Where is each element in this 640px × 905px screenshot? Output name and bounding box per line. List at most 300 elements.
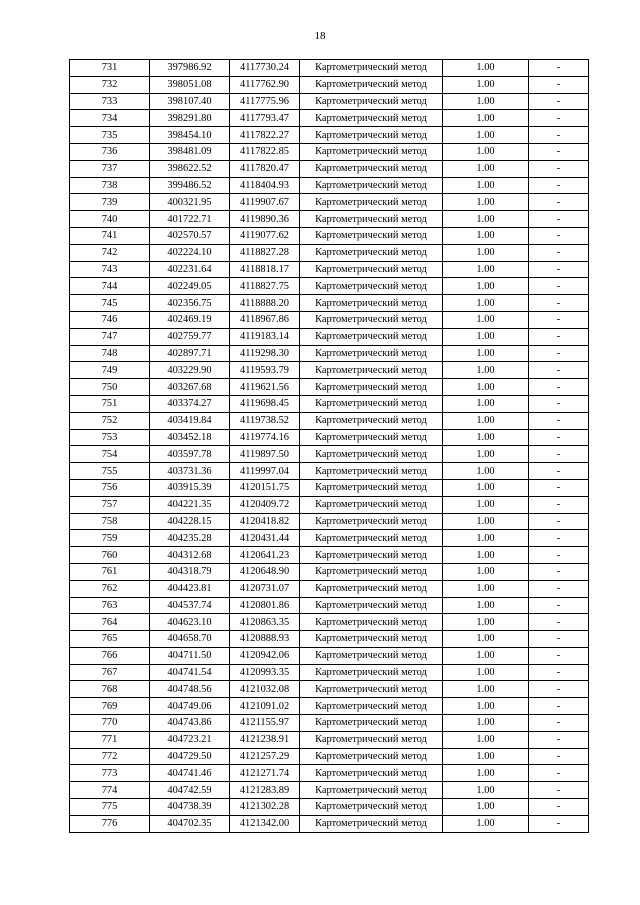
method-cell: Картометрический метод — [300, 580, 443, 597]
method-cell: Картометрический метод — [300, 765, 443, 782]
y-coordinate-cell: 4121257.29 — [230, 748, 300, 765]
page-number: 18 — [314, 30, 326, 42]
table-row — [70, 143, 589, 160]
x-coordinate-cell: 403229.90 — [150, 362, 230, 379]
table-row — [70, 127, 589, 144]
table-row — [70, 211, 589, 228]
accuracy-cell: 1.00 — [443, 295, 529, 312]
x-coordinate-cell: 404228.15 — [150, 513, 230, 530]
accuracy-cell: 1.00 — [443, 799, 529, 816]
table-row — [70, 177, 589, 194]
accuracy-cell: 1.00 — [443, 362, 529, 379]
description-cell: - — [529, 362, 589, 379]
point-number-cell: 761 — [70, 563, 150, 580]
accuracy-cell: 1.00 — [443, 328, 529, 345]
point-number-cell: 770 — [70, 715, 150, 732]
description-cell: - — [529, 614, 589, 631]
description-cell: - — [529, 76, 589, 93]
description-cell: - — [529, 379, 589, 396]
point-number-cell: 735 — [70, 127, 150, 144]
table-row — [70, 412, 589, 429]
point-number-cell: 763 — [70, 597, 150, 614]
table-row — [70, 244, 589, 261]
method-cell: Картометрический метод — [300, 143, 443, 160]
table-row — [70, 631, 589, 648]
accuracy-cell: 1.00 — [443, 681, 529, 698]
x-coordinate-cell: 404748.56 — [150, 681, 230, 698]
table-row — [70, 748, 589, 765]
method-cell: Картометрический метод — [300, 446, 443, 463]
table-row — [70, 647, 589, 664]
method-cell: Картометрический метод — [300, 647, 443, 664]
description-cell: - — [529, 244, 589, 261]
y-coordinate-cell: 4119298.30 — [230, 345, 300, 362]
x-coordinate-cell: 398107.40 — [150, 93, 230, 110]
x-coordinate-cell: 404235.28 — [150, 530, 230, 547]
table-row — [70, 328, 589, 345]
method-cell: Картометрический метод — [300, 563, 443, 580]
table-row — [70, 345, 589, 362]
table-row — [70, 496, 589, 513]
accuracy-cell: 1.00 — [443, 647, 529, 664]
accuracy-cell: 1.00 — [443, 496, 529, 513]
description-cell: - — [529, 715, 589, 732]
accuracy-cell: 1.00 — [443, 261, 529, 278]
table-row — [70, 395, 589, 412]
accuracy-cell: 1.00 — [443, 547, 529, 564]
point-number-cell: 774 — [70, 782, 150, 799]
method-cell: Картометрический метод — [300, 261, 443, 278]
accuracy-cell: 1.00 — [443, 715, 529, 732]
point-number-cell: 772 — [70, 748, 150, 765]
method-cell: Картометрический метод — [300, 496, 443, 513]
x-coordinate-cell: 404318.79 — [150, 563, 230, 580]
accuracy-cell: 1.00 — [443, 563, 529, 580]
y-coordinate-cell: 4119774.16 — [230, 429, 300, 446]
y-coordinate-cell: 4118827.28 — [230, 244, 300, 261]
description-cell: - — [529, 278, 589, 295]
accuracy-cell: 1.00 — [443, 614, 529, 631]
accuracy-cell: 1.00 — [443, 731, 529, 748]
description-cell: - — [529, 748, 589, 765]
description-cell: - — [529, 160, 589, 177]
accuracy-cell: 1.00 — [443, 160, 529, 177]
y-coordinate-cell: 4119698.45 — [230, 395, 300, 412]
method-cell: Картометрический метод — [300, 681, 443, 698]
table-row — [70, 664, 589, 681]
description-cell: - — [529, 60, 589, 77]
x-coordinate-cell: 403731.36 — [150, 463, 230, 480]
point-number-cell: 762 — [70, 580, 150, 597]
description-cell: - — [529, 412, 589, 429]
x-coordinate-cell: 402759.77 — [150, 328, 230, 345]
method-cell: Картометрический метод — [300, 328, 443, 345]
x-coordinate-cell: 404742.59 — [150, 782, 230, 799]
table-row — [70, 362, 589, 379]
y-coordinate-cell: 4118827.75 — [230, 278, 300, 295]
accuracy-cell: 1.00 — [443, 311, 529, 328]
x-coordinate-cell: 404711.50 — [150, 647, 230, 664]
x-coordinate-cell: 404741.54 — [150, 664, 230, 681]
y-coordinate-cell: 4119897.50 — [230, 446, 300, 463]
table-row — [70, 530, 589, 547]
method-cell: Картометрический метод — [300, 227, 443, 244]
x-coordinate-cell: 401722.71 — [150, 211, 230, 228]
y-coordinate-cell: 4120993.35 — [230, 664, 300, 681]
description-cell: - — [529, 261, 589, 278]
y-coordinate-cell: 4119997.04 — [230, 463, 300, 480]
y-coordinate-cell: 4117762.90 — [230, 76, 300, 93]
method-cell: Картометрический метод — [300, 295, 443, 312]
y-coordinate-cell: 4118818.17 — [230, 261, 300, 278]
x-coordinate-cell: 402356.75 — [150, 295, 230, 312]
x-coordinate-cell: 398622.52 — [150, 160, 230, 177]
y-coordinate-cell: 4117820.47 — [230, 160, 300, 177]
y-coordinate-cell: 4117730.24 — [230, 60, 300, 77]
y-coordinate-cell: 4117793.47 — [230, 110, 300, 127]
point-number-cell: 750 — [70, 379, 150, 396]
x-coordinate-cell: 403267.68 — [150, 379, 230, 396]
accuracy-cell: 1.00 — [443, 93, 529, 110]
table-row — [70, 597, 589, 614]
y-coordinate-cell: 4119890.36 — [230, 211, 300, 228]
description-cell: - — [529, 127, 589, 144]
point-number-cell: 758 — [70, 513, 150, 530]
method-cell: Картометрический метод — [300, 412, 443, 429]
y-coordinate-cell: 4119077.62 — [230, 227, 300, 244]
x-coordinate-cell: 404743.86 — [150, 715, 230, 732]
y-coordinate-cell: 4121271.74 — [230, 765, 300, 782]
description-cell: - — [529, 496, 589, 513]
method-cell: Картометрический метод — [300, 698, 443, 715]
table-row — [70, 60, 589, 77]
accuracy-cell: 1.00 — [443, 194, 529, 211]
method-cell: Картометрический метод — [300, 244, 443, 261]
method-cell: Картометрический метод — [300, 631, 443, 648]
x-coordinate-cell: 403452.18 — [150, 429, 230, 446]
y-coordinate-cell: 4117822.85 — [230, 143, 300, 160]
coordinates-table — [69, 59, 589, 833]
x-coordinate-cell: 403419.84 — [150, 412, 230, 429]
y-coordinate-cell: 4118404.93 — [230, 177, 300, 194]
table-row — [70, 765, 589, 782]
y-coordinate-cell: 4121302.28 — [230, 799, 300, 816]
table-row — [70, 93, 589, 110]
y-coordinate-cell: 4120151.75 — [230, 479, 300, 496]
table-row — [70, 446, 589, 463]
point-number-cell: 748 — [70, 345, 150, 362]
table-row — [70, 782, 589, 799]
description-cell: - — [529, 580, 589, 597]
table-row — [70, 698, 589, 715]
point-number-cell: 753 — [70, 429, 150, 446]
x-coordinate-cell: 397986.92 — [150, 60, 230, 77]
point-number-cell: 749 — [70, 362, 150, 379]
table-row — [70, 311, 589, 328]
point-number-cell: 737 — [70, 160, 150, 177]
description-cell: - — [529, 110, 589, 127]
description-cell: - — [529, 395, 589, 412]
accuracy-cell: 1.00 — [443, 631, 529, 648]
x-coordinate-cell: 399486.52 — [150, 177, 230, 194]
point-number-cell: 740 — [70, 211, 150, 228]
description-cell: - — [529, 177, 589, 194]
description-cell: - — [529, 463, 589, 480]
x-coordinate-cell: 404741.46 — [150, 765, 230, 782]
point-number-cell: 731 — [70, 60, 150, 77]
accuracy-cell: 1.00 — [443, 782, 529, 799]
x-coordinate-cell: 404723.21 — [150, 731, 230, 748]
y-coordinate-cell: 4120648.90 — [230, 563, 300, 580]
table-row — [70, 731, 589, 748]
table-row — [70, 278, 589, 295]
table-row — [70, 681, 589, 698]
description-cell: - — [529, 194, 589, 211]
x-coordinate-cell: 404423.81 — [150, 580, 230, 597]
method-cell: Картометрический метод — [300, 160, 443, 177]
x-coordinate-cell: 398051.08 — [150, 76, 230, 93]
point-number-cell: 752 — [70, 412, 150, 429]
method-cell: Картометрический метод — [300, 379, 443, 396]
description-cell: - — [529, 698, 589, 715]
table-row — [70, 429, 589, 446]
x-coordinate-cell: 404702.35 — [150, 815, 230, 832]
method-cell: Картометрический метод — [300, 530, 443, 547]
accuracy-cell: 1.00 — [443, 143, 529, 160]
point-number-cell: 776 — [70, 815, 150, 832]
point-number-cell: 745 — [70, 295, 150, 312]
point-number-cell: 767 — [70, 664, 150, 681]
point-number-cell: 768 — [70, 681, 150, 698]
description-cell: - — [529, 765, 589, 782]
description-cell: - — [529, 311, 589, 328]
table-row — [70, 614, 589, 631]
point-number-cell: 764 — [70, 614, 150, 631]
point-number-cell: 757 — [70, 496, 150, 513]
accuracy-cell: 1.00 — [443, 513, 529, 530]
table-row — [70, 563, 589, 580]
point-number-cell: 755 — [70, 463, 150, 480]
y-coordinate-cell: 4120888.93 — [230, 631, 300, 648]
y-coordinate-cell: 4119738.52 — [230, 412, 300, 429]
y-coordinate-cell: 4121155.97 — [230, 715, 300, 732]
y-coordinate-cell: 4120731.07 — [230, 580, 300, 597]
y-coordinate-cell: 4121032.08 — [230, 681, 300, 698]
point-number-cell: 771 — [70, 731, 150, 748]
table-row — [70, 580, 589, 597]
method-cell: Картометрический метод — [300, 93, 443, 110]
x-coordinate-cell: 404312.68 — [150, 547, 230, 564]
description-cell: - — [529, 815, 589, 832]
x-coordinate-cell: 403597.78 — [150, 446, 230, 463]
description-cell: - — [529, 446, 589, 463]
method-cell: Картометрический метод — [300, 547, 443, 564]
table-row — [70, 194, 589, 211]
y-coordinate-cell: 4120409.72 — [230, 496, 300, 513]
method-cell: Картометрический метод — [300, 110, 443, 127]
method-cell: Картометрический метод — [300, 513, 443, 530]
description-cell: - — [529, 563, 589, 580]
description-cell: - — [529, 664, 589, 681]
description-cell: - — [529, 513, 589, 530]
x-coordinate-cell: 403915.39 — [150, 479, 230, 496]
accuracy-cell: 1.00 — [443, 379, 529, 396]
method-cell: Картометрический метод — [300, 463, 443, 480]
y-coordinate-cell: 4120418.82 — [230, 513, 300, 530]
point-number-cell: 741 — [70, 227, 150, 244]
x-coordinate-cell: 404623.10 — [150, 614, 230, 631]
accuracy-cell: 1.00 — [443, 463, 529, 480]
accuracy-cell: 1.00 — [443, 698, 529, 715]
x-coordinate-cell: 398481.09 — [150, 143, 230, 160]
method-cell: Картометрический метод — [300, 479, 443, 496]
description-cell: - — [529, 799, 589, 816]
point-number-cell: 773 — [70, 765, 150, 782]
description-cell: - — [529, 647, 589, 664]
point-number-cell: 746 — [70, 311, 150, 328]
accuracy-cell: 1.00 — [443, 110, 529, 127]
x-coordinate-cell: 400321.95 — [150, 194, 230, 211]
description-cell: - — [529, 93, 589, 110]
accuracy-cell: 1.00 — [443, 177, 529, 194]
x-coordinate-cell: 404221.35 — [150, 496, 230, 513]
point-number-cell: 747 — [70, 328, 150, 345]
method-cell: Картометрический метод — [300, 748, 443, 765]
method-cell: Картометрический метод — [300, 597, 443, 614]
point-number-cell: 769 — [70, 698, 150, 715]
y-coordinate-cell: 4121238.91 — [230, 731, 300, 748]
point-number-cell: 751 — [70, 395, 150, 412]
method-cell: Картометрический метод — [300, 345, 443, 362]
y-coordinate-cell: 4119183.14 — [230, 328, 300, 345]
accuracy-cell: 1.00 — [443, 815, 529, 832]
accuracy-cell: 1.00 — [443, 580, 529, 597]
method-cell: Картометрический метод — [300, 177, 443, 194]
x-coordinate-cell: 402224.10 — [150, 244, 230, 261]
x-coordinate-cell: 404537.74 — [150, 597, 230, 614]
description-cell: - — [529, 227, 589, 244]
y-coordinate-cell: 4120641.23 — [230, 547, 300, 564]
x-coordinate-cell: 402249.05 — [150, 278, 230, 295]
accuracy-cell: 1.00 — [443, 244, 529, 261]
y-coordinate-cell: 4118888.20 — [230, 295, 300, 312]
accuracy-cell: 1.00 — [443, 395, 529, 412]
description-cell: - — [529, 429, 589, 446]
method-cell: Картометрический метод — [300, 664, 443, 681]
y-coordinate-cell: 4120863.35 — [230, 614, 300, 631]
y-coordinate-cell: 4120431.44 — [230, 530, 300, 547]
table-row — [70, 513, 589, 530]
accuracy-cell: 1.00 — [443, 60, 529, 77]
accuracy-cell: 1.00 — [443, 429, 529, 446]
accuracy-cell: 1.00 — [443, 76, 529, 93]
table-row — [70, 815, 589, 832]
x-coordinate-cell: 402897.71 — [150, 345, 230, 362]
table-row — [70, 799, 589, 816]
x-coordinate-cell: 403374.27 — [150, 395, 230, 412]
x-coordinate-cell: 402570.57 — [150, 227, 230, 244]
accuracy-cell: 1.00 — [443, 127, 529, 144]
x-coordinate-cell: 404738.39 — [150, 799, 230, 816]
accuracy-cell: 1.00 — [443, 278, 529, 295]
description-cell: - — [529, 782, 589, 799]
x-coordinate-cell: 398291.80 — [150, 110, 230, 127]
method-cell: Картометрический метод — [300, 362, 443, 379]
table-row — [70, 547, 589, 564]
point-number-cell: 734 — [70, 110, 150, 127]
method-cell: Картометрический метод — [300, 311, 443, 328]
description-cell: - — [529, 631, 589, 648]
point-number-cell: 756 — [70, 479, 150, 496]
y-coordinate-cell: 4119621.56 — [230, 379, 300, 396]
coordinates-table-body — [70, 60, 589, 833]
y-coordinate-cell: 4121091.02 — [230, 698, 300, 715]
table-row — [70, 463, 589, 480]
y-coordinate-cell: 4119907.67 — [230, 194, 300, 211]
point-number-cell: 759 — [70, 530, 150, 547]
y-coordinate-cell: 4117822.27 — [230, 127, 300, 144]
y-coordinate-cell: 4117775.96 — [230, 93, 300, 110]
method-cell: Картометрический метод — [300, 429, 443, 446]
method-cell: Картометрический метод — [300, 211, 443, 228]
point-number-cell: 738 — [70, 177, 150, 194]
table-row — [70, 261, 589, 278]
table-row — [70, 227, 589, 244]
method-cell: Картометрический метод — [300, 395, 443, 412]
table-row — [70, 110, 589, 127]
method-cell: Картометрический метод — [300, 278, 443, 295]
table-row — [70, 715, 589, 732]
point-number-cell: 736 — [70, 143, 150, 160]
y-coordinate-cell: 4121283.89 — [230, 782, 300, 799]
description-cell: - — [529, 479, 589, 496]
method-cell: Картометрический метод — [300, 194, 443, 211]
point-number-cell: 760 — [70, 547, 150, 564]
description-cell: - — [529, 530, 589, 547]
y-coordinate-cell: 4120801.86 — [230, 597, 300, 614]
table-row — [70, 160, 589, 177]
point-number-cell: 733 — [70, 93, 150, 110]
x-coordinate-cell: 404729.50 — [150, 748, 230, 765]
point-number-cell: 744 — [70, 278, 150, 295]
method-cell: Картометрический метод — [300, 715, 443, 732]
x-coordinate-cell: 402469.19 — [150, 311, 230, 328]
point-number-cell: 732 — [70, 76, 150, 93]
table-row — [70, 295, 589, 312]
point-number-cell: 754 — [70, 446, 150, 463]
method-cell: Картометрический метод — [300, 799, 443, 816]
description-cell: - — [529, 547, 589, 564]
point-number-cell: 765 — [70, 631, 150, 648]
x-coordinate-cell: 402231.64 — [150, 261, 230, 278]
method-cell: Картометрический метод — [300, 614, 443, 631]
x-coordinate-cell: 404658.70 — [150, 631, 230, 648]
description-cell: - — [529, 345, 589, 362]
point-number-cell: 742 — [70, 244, 150, 261]
accuracy-cell: 1.00 — [443, 446, 529, 463]
y-coordinate-cell: 4118967.86 — [230, 311, 300, 328]
description-cell: - — [529, 328, 589, 345]
accuracy-cell: 1.00 — [443, 530, 529, 547]
method-cell: Картометрический метод — [300, 731, 443, 748]
accuracy-cell: 1.00 — [443, 345, 529, 362]
table-row — [70, 479, 589, 496]
table-row — [70, 76, 589, 93]
y-coordinate-cell: 4120942.06 — [230, 647, 300, 664]
method-cell: Картометрический метод — [300, 76, 443, 93]
description-cell: - — [529, 143, 589, 160]
accuracy-cell: 1.00 — [443, 664, 529, 681]
